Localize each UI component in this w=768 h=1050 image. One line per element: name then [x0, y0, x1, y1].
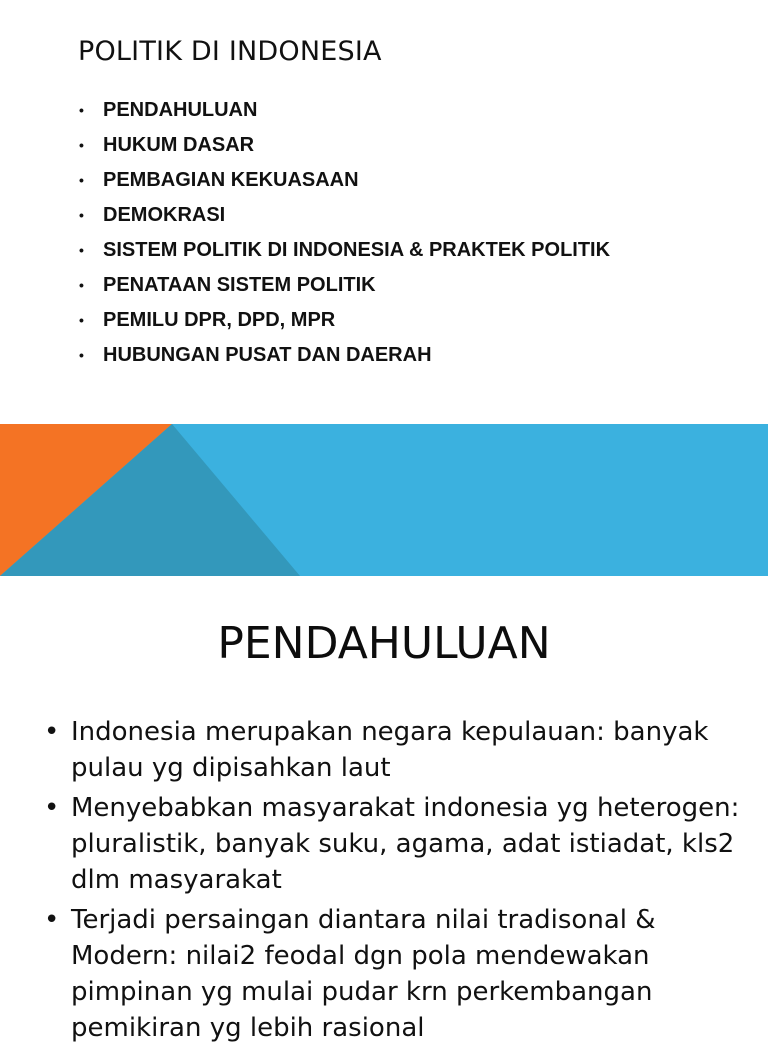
content-bullet-text: Indonesia merupakan negara kepulauan: banyak pulau yg dipisahkan laut	[71, 717, 709, 783]
bullet: •	[79, 172, 84, 188]
agenda-item-pembagian-kekuasaan	[76, 166, 610, 201]
bullet: •	[44, 793, 60, 823]
bullet: •	[79, 137, 84, 153]
content-bullet-item	[44, 902, 744, 1046]
agenda-item-label: HUBUNGAN PUSAT DAN DAERAH	[103, 344, 432, 366]
agenda-item-label: DEMOKRASI	[103, 204, 226, 226]
slide-1	[0, 0, 768, 424]
content-bullet-list	[44, 714, 744, 1050]
slide-1-title: POLITIK DI INDONESIA	[78, 36, 382, 67]
slide-2-title: PENDAHULUAN	[217, 618, 551, 669]
banner-graphic	[0, 424, 768, 576]
decorative-banner	[0, 424, 768, 576]
bullet: •	[79, 242, 84, 258]
agenda-item-pemilu	[76, 306, 610, 341]
agenda-item-label: PEMILU DPR, DPD, MPR	[103, 309, 336, 331]
agenda-item-label: PENATAAN SISTEM POLITIK	[103, 274, 376, 296]
content-bullet-item	[44, 790, 744, 898]
agenda-item-label: PEMBAGIAN KEKUASAAN	[103, 169, 359, 191]
bullet: •	[44, 717, 60, 747]
agenda-item-hubungan-pusat	[76, 341, 610, 376]
bullet: •	[79, 347, 84, 363]
agenda-item-demokrasi	[76, 201, 610, 236]
agenda-item-penataan-sistem	[76, 271, 610, 306]
agenda-item-label: HUKUM DASAR	[103, 134, 255, 156]
bullet: •	[79, 207, 84, 223]
content-bullet-text: Menyebabkan masyarakat indonesia yg heterogen: pluralistik, banyak suku, agama, adat istiadat, kls2 dlm masyarakat	[71, 793, 740, 895]
agenda-item-pendahuluan	[76, 96, 610, 131]
agenda-item-label: PENDAHULUAN	[103, 99, 258, 121]
agenda-item-sistem-politik	[76, 236, 610, 271]
agenda-item-hukum-dasar	[76, 131, 610, 166]
bullet: •	[79, 277, 84, 293]
content-bullet-item	[44, 714, 744, 786]
agenda-list	[76, 96, 610, 376]
bullet: •	[79, 312, 84, 328]
agenda-item-label: SISTEM POLITIK DI INDONESIA & PRAKTEK POLITIK	[103, 239, 611, 261]
bullet: •	[79, 102, 84, 118]
content-bullet-text: Terjadi persaingan diantara nilai tradisonal & Modern: nilai2 feodal dgn pola mendewakan pimpinan yg mulai pudar krn perkembangan pemikiran yg lebih rasional	[71, 905, 656, 1043]
bullet: •	[44, 905, 60, 935]
